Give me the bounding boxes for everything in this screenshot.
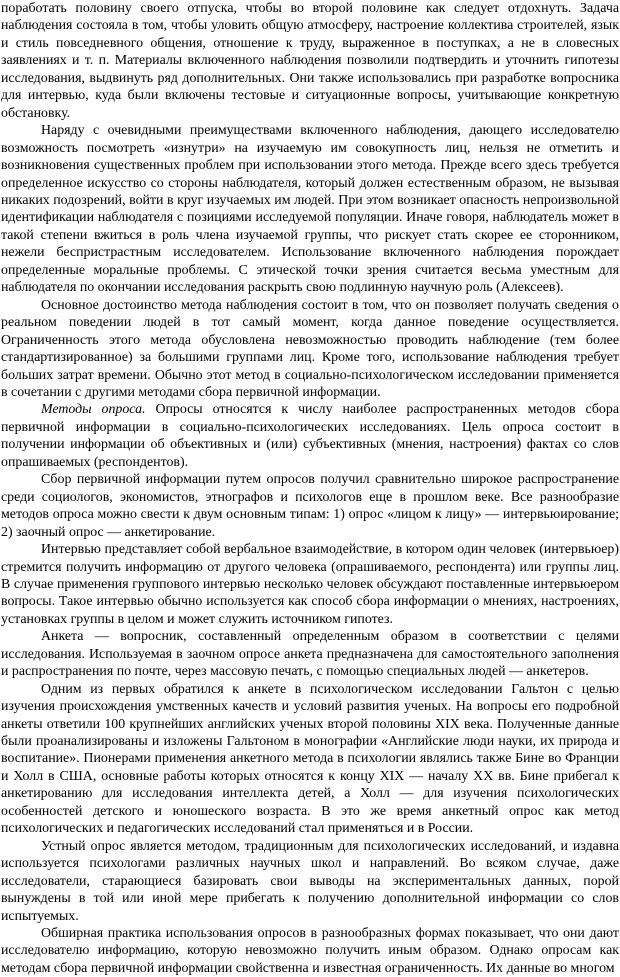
document-page (1, 0, 619, 977)
paragraph-7 (1, 628, 619, 680)
paragraph-1-text: поработать половину своего отпуска, чтобы во второй половине как следует отдохнуть. Задача наблюдения состояла в том, чтобы уловить общую атмосферу, настроение коллектива строителей, язык и стиль повседневного общения, отношение к труду, выраженное в поступках, а не в словесных заявлениях и т. п. Материалы включенного наблюдения позволили подтвердить и уточнить гипотезы исследования, выдвинуть ряд дополнительных. Они также использовались при разработке вопросника для интервью, куда были включены тестовые и ситуационные вопросы, учитывающие конкретную обстановку. (1, 1, 619, 121)
paragraph-2-text: Наряду с очевидными преимуществами включенного наблюдения, дающего исследователю возможность посмотреть «изнутри» на изучаемую им совокупность лиц, нельзя не отметить и возникновения существенных проблем при использовании этого метода. Прежде всего здесь требуется определенное искусство со стороны наблюдателя, который должен естественным образом, не вызывая никаких подозрений, войти в круг изучаемых им людей. При этом возникает опасность непроизвольной идентификации наблюдателя с позициями исследуемой популяции. Иначе говоря, наблюдатель может в такой степени вжиться в роль члена изучаемой группы, что рискует стать скорее ее сторонником, нежели беспристрастным исследователем. Использование включенного наблюдения порождает определенные моральные проблемы. С этической точки зрения считается весьма уместным для наблюдателя по окончании исследования раскрыть свою подлинную научную роль (Алексеев). (1, 123, 619, 296)
paragraph-10 (1, 925, 619, 977)
paragraph-8 (1, 681, 619, 838)
paragraph-2 (1, 122, 619, 297)
paragraph-9-text: Устный опрос является методом, традиционным для психологических исследований, и издавна используется психологами различных научных школ и направлений. Во всяком случае, даже исследователи, старающиеся базировать свои выводы на экспериментальных данных, порой вынуждены в той или иной мере прибегать к получению дополнительной информации со слов испытуемых. (1, 838, 619, 924)
paragraph-10-text: Обширная практика использования опросов в разнообразных формах показывает, что они дают исследователю информацию, которую невозможно получить иным образом. Однако опросам как методам сбора первичной информации свойственна и известная ограниченность. Их данные во многом (1, 926, 619, 976)
paragraph-5 (1, 471, 619, 541)
paragraph-5-text: Сбор первичной информации путем опросов получил сравнительно широкое распространение среди социологов, экономистов, этнографов и психологов еще в прошлом веке. Все разнообразие методов опроса можно свести к двум основным типам: 1) опрос «лицом к лицу» — интервьюирование; 2) заочный опрос — анкетирование. (1, 472, 619, 540)
paragraph-8-text: Одним из первых обратился к анкете в психологическом исследовании Гальтон с целью изучения происхождения умственных качеств и условий развития ученых. На вопросы его подробной анкеты ответили 100 крупнейших английских ученых второй половины XIX века. Полученные данные были проанализированы и изложены Гальтоном в монографии «Английские люди науки, их природа и воспитание». Пионерами применения анкетного метода в психологии являлись также Бине во Франции и Холл в США, основные работы которых относятся к концу XIX — началу XX вв. Бине прибегал к анкетированию для исследования интеллекта детей, а Холл — для изучения психологических особенностей детского и юношеского возраста. В это же время анкетный опрос как метод психологических и педагогических исследований стал применяться и в России. (1, 681, 619, 837)
paragraph-6-text: Интервью представляет собой вербальное взаимодействие, в котором один человек (интервьюер) стремится получить информацию от другого человека (опрашиваемого, респондента) или группы лиц. В случае применения группового интервью несколько человек обсуждают поставленные интервьюером вопросы. Такое интервью обычно используется как способ сбора информации о мнениях, настроениях, установках группы в целом и может служить источником гипотез. (1, 542, 619, 627)
paragraph-1 (1, 0, 619, 122)
paragraph-3 (1, 297, 619, 402)
section-term-survey-methods: Методы опроса. (41, 402, 146, 418)
paragraph-9 (1, 838, 619, 925)
paragraph-7-text: Анкета — вопросник, составленный определенным образом в соответствии с целями исследования. Используемая в заочном опросе анкета предназначена для самостоятельного заполнения и распространения по почте, через массовую печать, с помощью специальных людей — анкетеров. (1, 629, 619, 680)
paragraph-4-text: Опросы относятся к числу наиболее распространенных методов сбора первичной информации в социально-психологических исследованиях. Цель опроса состоит в получении информации об объективных и (или) субъективных (мнения, настроения) фактах со слов опрашиваемых (респондентов). (1, 402, 619, 470)
paragraph-3-text: Основное достоинство метода наблюдения состоит в том, что он позволяет получать сведения о реальном поведении людей в тот самый момент, когда данное поведение осуществляется. Ограниченность этого метода обусловлена невозможностью проводить наблюдение (тем более стандартизированное) за большими группами лиц. Кроме того, использование наблюдения требует больших затрат времени. Обычно этот метод в социально-психологическом исследовании применяется в сочетании с другими методами сбора первичной информации. (1, 297, 619, 400)
paragraph-4 (1, 401, 619, 471)
paragraph-6 (1, 541, 619, 628)
